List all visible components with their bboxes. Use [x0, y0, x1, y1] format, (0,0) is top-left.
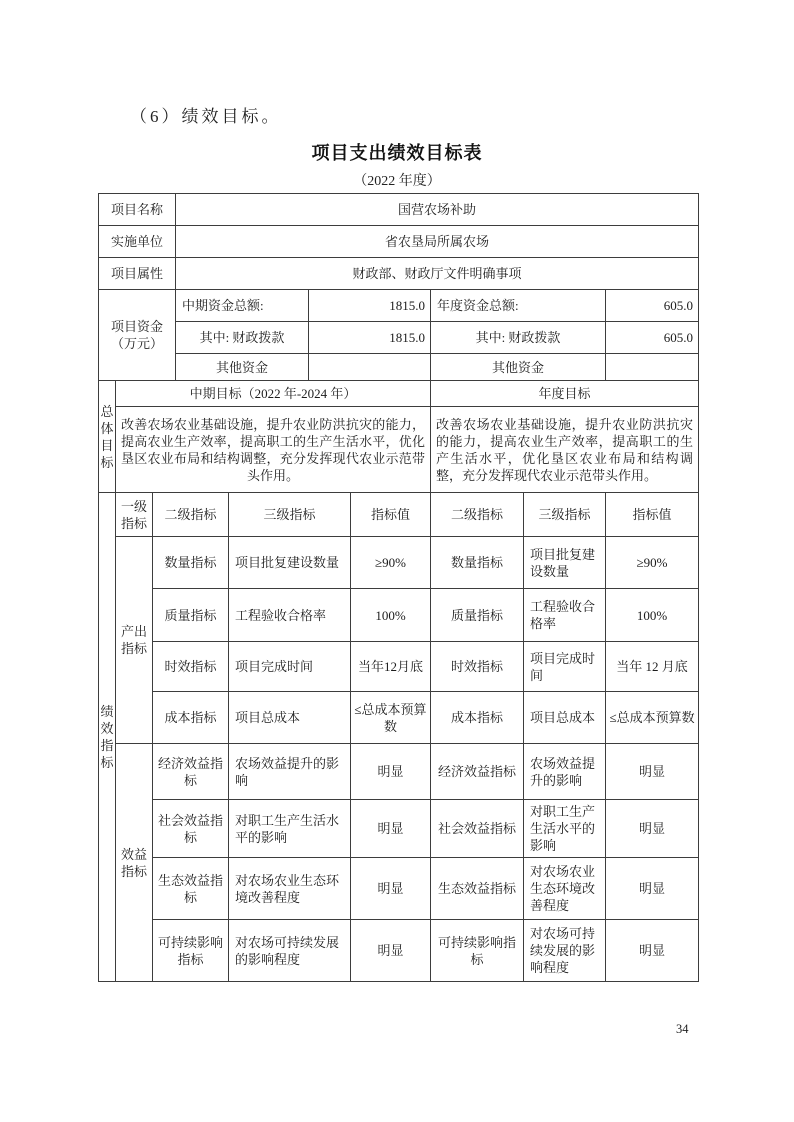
implementing-unit-value: 省农垦局所属农场 [176, 226, 699, 258]
table-row [99, 381, 699, 407]
table-row [99, 589, 699, 642]
indicator-l2: 数量指标 [153, 537, 229, 589]
indicator-l2: 质量指标 [153, 589, 229, 642]
header-level2: 二级指标 [153, 493, 229, 537]
indicator-valueb: ≤总成本预算数 [606, 692, 699, 744]
mid-fiscal-label: 其中: 财政拨款 [176, 322, 309, 354]
project-name-label: 项目名称 [99, 194, 176, 226]
indicator-l2: 可持续影响指标 [153, 920, 229, 982]
annual-total-label: 年度资金总额: [431, 290, 606, 322]
mid-fiscal-value: 1815.0 [309, 322, 431, 354]
page-number: 34 [676, 1022, 689, 1036]
annual-fiscal-label: 其中: 财政拨款 [431, 322, 606, 354]
performance-indicators-label: 绩效指标 [99, 493, 116, 982]
header-level3b: 三级指标 [524, 493, 606, 537]
header-level1: 一级指标 [116, 493, 153, 537]
indicator-l3b: 对农场农业生态环境改善程度 [524, 858, 606, 920]
indicator-l3b: 对农场可持续发展的影响程度 [524, 920, 606, 982]
indicator-value: 明显 [351, 800, 431, 858]
annual-other-value [606, 354, 699, 381]
indicator-value: ≥90% [351, 537, 431, 589]
indicator-value: 100% [351, 589, 431, 642]
indicator-l2: 成本指标 [153, 692, 229, 744]
mid-other-label: 其他资金 [176, 354, 309, 381]
mid-goal-header: 中期目标（2022 年-2024 年） [116, 381, 431, 407]
indicator-l2b: 经济效益指标 [431, 744, 524, 800]
table-row [99, 493, 699, 537]
indicator-l3: 对农场农业生态环境改善程度 [229, 858, 351, 920]
mid-other-value [309, 354, 431, 381]
header-value: 指标值 [351, 493, 431, 537]
annual-other-label: 其他资金 [431, 354, 606, 381]
indicator-valueb: 明显 [606, 858, 699, 920]
indicator-l2: 经济效益指标 [153, 744, 229, 800]
indicator-valueb: 明显 [606, 800, 699, 858]
indicator-l3b: 工程验收合格率 [524, 589, 606, 642]
indicator-l2b: 可持续影响指标 [431, 920, 524, 982]
indicator-value: 明显 [351, 920, 431, 982]
indicator-valueb: 100% [606, 589, 699, 642]
table-row [99, 642, 699, 692]
indicator-l3: 农场效益提升的影响 [229, 744, 351, 800]
header-level3: 三级指标 [229, 493, 351, 537]
implementing-unit-label: 实施单位 [99, 226, 176, 258]
indicator-l3b: 对职工生产生活水平的影响 [524, 800, 606, 858]
indicator-l3: 对农场可持续发展的影响程度 [229, 920, 351, 982]
annual-total-value: 605.0 [606, 290, 699, 322]
indicator-l2b: 生态效益指标 [431, 858, 524, 920]
group-output-label: 产出指标 [116, 537, 153, 744]
indicator-l3b: 项目完成时间 [524, 642, 606, 692]
table-row [99, 692, 699, 744]
indicator-l3: 工程验收合格率 [229, 589, 351, 642]
mid-goal-text: 改善农场农业基础设施，提升农业防洪抗灾的能力，提高农业生产效率，提高职工的生产生活水平，优化垦区农业布局和结构调整，充分发挥现代农业示范带头作用。 [116, 407, 431, 493]
project-funds-label: 项目资金（万元） [99, 290, 176, 381]
indicator-l3: 项目总成本 [229, 692, 351, 744]
indicator-valueb: ≥90% [606, 537, 699, 589]
table-row [99, 858, 699, 920]
indicator-value: 明显 [351, 744, 431, 800]
table-row [99, 800, 699, 858]
annual-goal-header: 年度目标 [431, 381, 699, 407]
table-row [99, 290, 699, 322]
mid-total-label: 中期资金总额: [176, 290, 309, 322]
indicator-valueb: 明显 [606, 920, 699, 982]
header-level2b: 二级指标 [431, 493, 524, 537]
project-attribute-value: 财政部、财政厅文件明确事项 [176, 258, 699, 290]
table-title: 项目支出绩效目标表 [311, 143, 483, 163]
indicator-l2b: 时效指标 [431, 642, 524, 692]
indicator-value: ≤总成本预算数 [351, 692, 431, 744]
table-row [99, 920, 699, 982]
annual-fiscal-value: 605.0 [606, 322, 699, 354]
indicator-l2b: 成本指标 [431, 692, 524, 744]
indicator-l3b: 项目总成本 [524, 692, 606, 744]
indicator-l3: 项目批复建设数量 [229, 537, 351, 589]
overall-goal-label: 总体目标 [99, 381, 116, 493]
project-attribute-label: 项目属性 [99, 258, 176, 290]
indicator-value: 明显 [351, 858, 431, 920]
annual-goal-text: 改善农场农业基础设施，提升农业防洪抗灾的能力，提高农业生产效率，提高职工的生产生活水平，优化垦区农业布局和结构调整，充分发挥现代农业示范带头作用。 [431, 407, 699, 493]
table-row [99, 407, 699, 493]
project-name-value: 国营农场补助 [176, 194, 699, 226]
table-row [99, 322, 699, 354]
header-valueb: 指标值 [606, 493, 699, 537]
indicator-l2: 社会效益指标 [153, 800, 229, 858]
indicator-value: 当年12月底 [351, 642, 431, 692]
indicator-valueb: 明显 [606, 744, 699, 800]
indicator-l3b: 项目批复建设数量 [524, 537, 606, 589]
table-subtitle: （2022 年度） [353, 174, 441, 189]
indicator-l3: 项目完成时间 [229, 642, 351, 692]
table-row [99, 537, 699, 589]
indicator-l2: 生态效益指标 [153, 858, 229, 920]
indicator-l3b: 农场效益提升的影响 [524, 744, 606, 800]
indicator-valueb: 当年 12 月底 [606, 642, 699, 692]
group-benefit-label: 效益指标 [116, 744, 153, 982]
table-row [99, 226, 699, 258]
table-row [99, 258, 699, 290]
indicator-l2: 时效指标 [153, 642, 229, 692]
performance-targets-table [98, 193, 699, 982]
section-heading: （6）绩效目标。 [130, 107, 282, 126]
indicator-l2b: 数量指标 [431, 537, 524, 589]
indicator-l2b: 质量指标 [431, 589, 524, 642]
table-row [99, 354, 699, 381]
table-row [99, 744, 699, 800]
indicator-l2b: 社会效益指标 [431, 800, 524, 858]
indicator-l3: 对职工生产生活水平的影响 [229, 800, 351, 858]
table-row [99, 194, 699, 226]
mid-total-value: 1815.0 [309, 290, 431, 322]
